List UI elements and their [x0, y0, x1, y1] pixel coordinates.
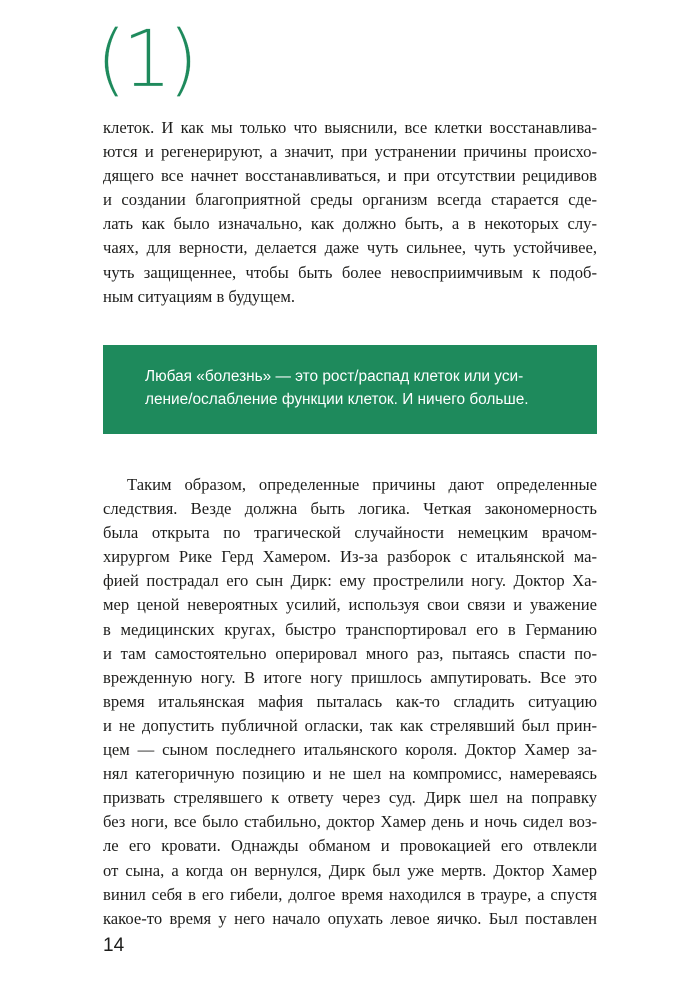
callout-line: ление/ослабление функции клеток. И ничего больше.: [145, 390, 529, 408]
text-line: ются и регенерируют, а значит, при устранении причины происхо-: [103, 142, 597, 162]
text-line: Таким образом, определенные причины дают определенные: [127, 475, 597, 494]
text-line: время итальянская мафия пыталась как-то сгладить ситуацию: [103, 691, 597, 711]
callout-box: [103, 345, 597, 434]
page-number: 14: [103, 935, 125, 956]
callout-line: Любая «болезнь» — это рост/распад клеток или уси-: [145, 368, 524, 385]
text-line: чаях, для верности, делается даже чуть сильнее, чуть устойчивее,: [103, 238, 597, 258]
text-line: от сына, а когда он вернулся, Дирк был уже мертв. Доктор Хамер: [103, 860, 597, 880]
callout-text: [145, 366, 555, 411]
text-line: ным ситуациям в будущем.: [103, 286, 296, 306]
text-line: нял категоричную позицию и не шел на компромисс, намереваясь: [103, 764, 597, 784]
text-line: врежденную ногу. В итоге ногу пришлось ампутировать. Все это: [103, 667, 597, 687]
text-line: и не допустить публичной огласки, так как стрелявший был прин-: [103, 715, 597, 735]
text-line: была открыта по трагической случайности немецким врачом-: [103, 523, 597, 543]
paragraph-2: [103, 473, 597, 931]
text-line: хирургом Рике Герд Хамером. Из-за разборок с итальянской ма-: [103, 547, 597, 567]
text-line: цем — сыном последнего итальянского короля. Доктор Хамер за-: [103, 740, 597, 760]
text-line: и создании благоприятной среды организм всегда старается сде-: [103, 190, 597, 210]
chapter-marker: (1): [96, 15, 195, 105]
text-line: какое-то время у него начало опухать левое яичко. Был поставлен: [103, 908, 597, 928]
text-line: в медицинских кругах, быстро транспортировал его в Германию: [103, 619, 597, 639]
text-line: мер ценой невероятных усилий, используя свои связи и уважение: [103, 595, 597, 615]
text-line: без ноги, все было стабильно, доктор Хамер день и ночь сидел воз-: [103, 812, 597, 832]
text-line: дящего все начнет восстанавливаться, и при отсутствии рецидивов: [103, 166, 597, 186]
text-line: чуть защищеннее, чтобы быть более невосприимчивым к подоб-: [103, 262, 597, 282]
text-line: ле его кровати. Однажды обманом и провокацией его отвлекли: [103, 836, 597, 856]
text-line: фией пострадал его сын Дирк: ему прострелили ногу. Доктор Ха-: [103, 571, 597, 591]
paragraph-1: [103, 116, 597, 309]
text-line: призвать стрелявшего к ответу через суд. Дирк шел на поправку: [103, 788, 597, 808]
text-line: клеток. И как мы только что выяснили, все клетки восстанавлива-: [103, 118, 597, 137]
text-line: лать как было изначально, как должно быть, а в некоторых слу-: [103, 214, 597, 234]
text-line: винил себя в его гибели, долгое время находился в трауре, а спустя: [103, 884, 597, 904]
text-line: и там самостоятельно оперировал много раз, пытаясь спасти по-: [103, 643, 597, 663]
text-line: следствия. Везде должна быть логика. Четкая закономерность: [103, 499, 597, 519]
